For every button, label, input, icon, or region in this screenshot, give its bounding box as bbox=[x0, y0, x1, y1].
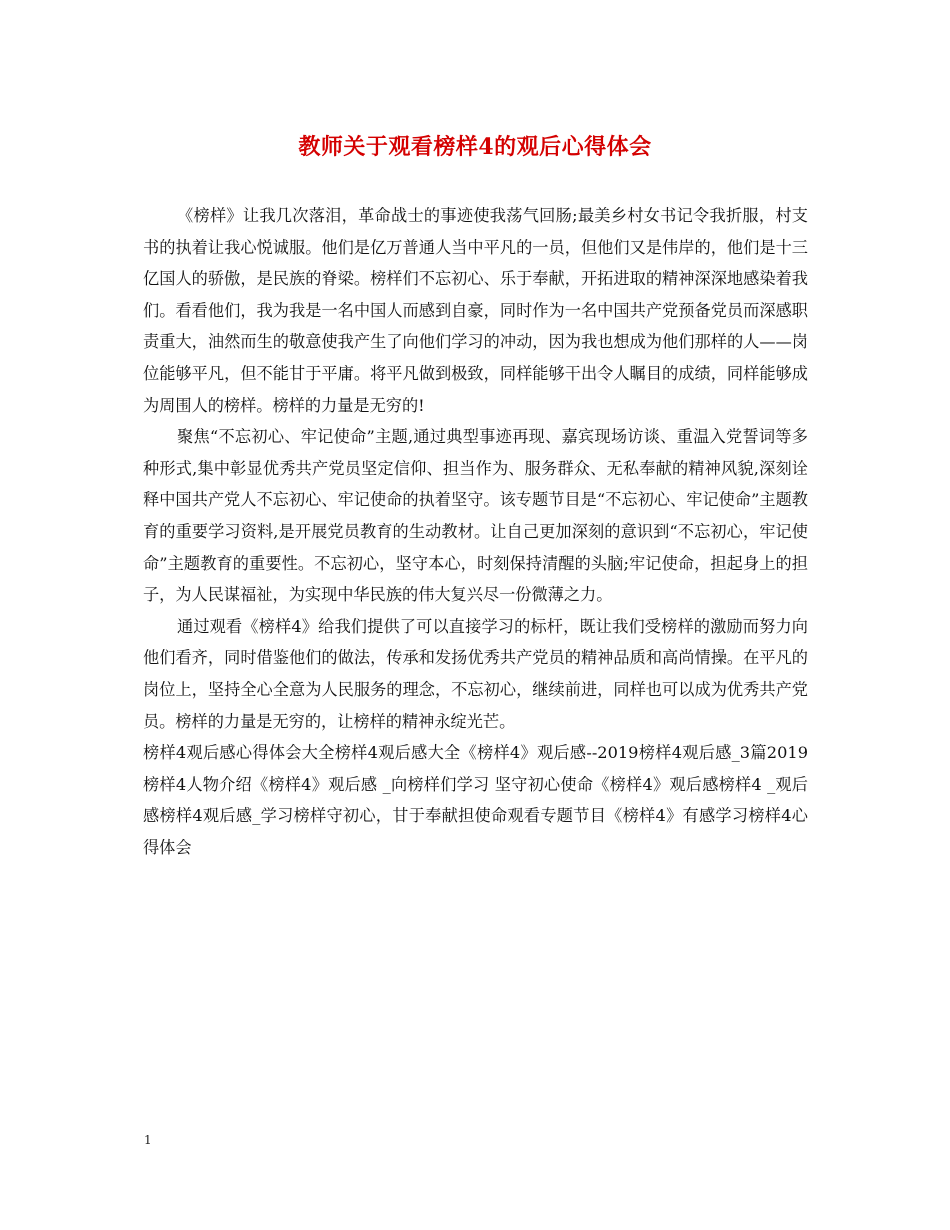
related-articles-text: 榜样4观后感心得体会大全榜样4观后感大全《榜样4》观后感--2019榜样4观后感_3篇2019榜样4人物介绍《榜样4》观后感 _向榜样们学习 坚守初心使命《榜样4》观后感榜样4 _观后感榜样4观后感_学习榜样守初心，甘于奉献担使命观看专题节目《榜样4》有感学习榜样4心得体会 bbox=[143, 743, 808, 857]
page-number: 1 bbox=[144, 1133, 152, 1147]
paragraph-2: 聚焦“不忘初心、牢记使命”主题,通过典型事迹再现、嘉宾现场访谈、重温入党誓词等多种形式,集中彰显优秀共产党员坚定信仰、担当作为、服务群众、无私奉献的精神风貌,深刻诠释中国共产党人不忘初心、牢记使命的执着坚守。该专题节目是“不忘初心、牢记使命”主题教育的重要学习资料,是开展党员教育的生动教材。让自己更加深刻的意识到“不忘初心，牢记使命”主题教育的重要性。不忘初心，坚守本心，时刻保持清醒的头脑;牢记使命，担起身上的担子，为人民谋福祉，为实现中华民族的伟大复兴尽一份微薄之力。 bbox=[143, 427, 808, 605]
document-title: 教师关于观看榜样4的观后心得体会 bbox=[298, 134, 652, 160]
paragraph-1: 《榜样》让我几次落泪，革命战士的事迹使我荡气回肠;最美乡村女书记令我折服，村支书的执着让我心悦诚服。他们是亿万普通人当中平凡的一员，但他们又是伟岸的，他们是十三亿国人的骄傲，是民族的脊梁。榜样们不忘初心、乐于奉献，开拓进取的精神深深地感染着我们。看看他们，我为我是一名中国人而感到自豪，同时作为一名中国共产党预备党员而深感职责重大，油然而生的敬意使我产生了向他们学习的冲动，因为我也想成为他们那样的人——岗位能够平凡，但不能甘于平庸。将平凡做到极致，同样能够干出令人瞩目的成绩，同样能够成为周围人的榜样。榜样的力量是无穷的! bbox=[143, 206, 808, 415]
paragraph-3: 通过观看《榜样4》给我们提供了可以直接学习的标杆，既让我们受榜样的激励而努力向他们看齐，同时借鉴他们的做法，传承和发扬优秀共产党员的精神品质和高尚情操。在平凡的岗位上，坚持全心全意为人民服务的理念，不忘初心，继续前进，同样也可以成为优秀共产党员。榜样的力量是无穷的，让榜样的精神永绽光芒。 bbox=[143, 616, 808, 731]
document-body bbox=[143, 200, 808, 863]
